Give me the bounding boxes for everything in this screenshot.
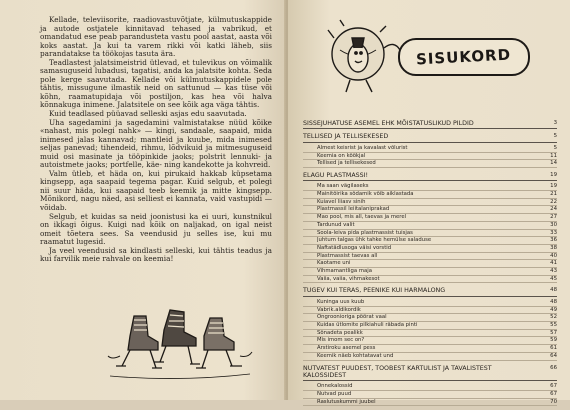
toc-entry-title: Plastmassist taevas all (317, 252, 378, 259)
toc-entry-title: Vaiia, vaiia, vihmakesot (317, 275, 380, 282)
toc-entry-title: Naftatädlusoga väisi vorstid (317, 244, 392, 251)
toc-entry-title: Onnekalossid (317, 383, 353, 390)
toc-entry (303, 314, 557, 322)
toc-entry (303, 268, 557, 276)
toc-section-title: ELAGU PLASTMASSI! (303, 171, 369, 179)
toc-page-number: 55 (550, 321, 557, 328)
toc-entry (303, 391, 557, 399)
toc-entry-title: Kuidas ütlomite pilkiahuli räbada pinti (317, 321, 418, 328)
toc-entry-title: Juhtum talgas ühk tahke hemülse saladuse (317, 237, 432, 244)
toc-page-number: 70 (550, 398, 557, 405)
paragraph: Valm ütleb, et häda on, kui pirukaid hakkab küpsetama kingsepp, aga saapaid tegema pagar. Kuid selgub, et polegi nii suur häda, kui saapaid teeb keemik ja mitte kingsepp. Mõnikord, nagu näed, asi selliest ei kannata, vaid vastupidi — võidab. (40, 168, 272, 213)
toc-page-number: 59 (550, 337, 557, 344)
toc-page-number: 66 (550, 364, 557, 371)
left-page (0, 0, 286, 400)
toc-page-number: 5 (553, 144, 557, 151)
toc-entry-title: Ma saan vägilaseks (317, 183, 369, 190)
walking-shoes-illustration (100, 306, 260, 390)
paragraph: Uha sagedamini ja sagedamini valmistatakse nüüd kõike «nahast, mis polegi nahk» — kingi, sandaale, saapaid, mida inimesed jalas kannavad; mantleid ja kuube, mida inimesed seljas panevad; tihendeid, rihmu, lõdvikuid ja mitmesuguseid muid osi masinate ja tööpinkide jaoks; polstrit lennuki- ja autoistmete jaoks; portfelle, käe- ning kandekotte ja kohvreid. (40, 117, 272, 170)
paragraph: Kuid teadlased püüavad selleski asjas edu saavutada. (49, 109, 247, 119)
toc-page-number: 27 (550, 214, 557, 221)
toc-page-number: 21 (550, 191, 557, 198)
toc-section-title: TELLISED JA TELLISEKESED (303, 133, 389, 141)
toc-entry (303, 153, 557, 161)
toc-entry (303, 191, 557, 199)
toc-header (320, 18, 560, 98)
toc-entry (303, 337, 557, 345)
toc-entry (303, 353, 557, 361)
toc-entry (303, 183, 557, 191)
toc-entry-title: Tardunud valit (317, 221, 355, 228)
toc-page-number: 41 (550, 260, 557, 267)
toc-entry (303, 299, 557, 307)
toc-page-number: 43 (550, 268, 557, 275)
toc-page-number: 3 (553, 120, 557, 126)
toc-section (303, 120, 557, 129)
toc-entry-title: Vabrik.aldikordik (317, 306, 361, 313)
toc-entry (303, 145, 557, 153)
toc-page-number: 19 (550, 183, 557, 190)
toc-title: SISUKORD (416, 45, 512, 69)
toc-page-number: 14 (550, 160, 557, 167)
paragraph: Teadlastest jalatsimeistrid ütlevad, et tulevikus on võimalik samasuguseid lubadusi, tagatisi, anda ka jalatsite kohta. Seda pole kerge saavutada. Kellade või külmutuskappidele pole tähtis, missugune ilmastik neid on sattunud — kas tüse või kõhn, raamatupidaja või postiljon, kas hea või halva kõnnakuga inimene. Jalatsitele on see kõik aga väga tähtis. (40, 57, 272, 110)
paragraph: Kellade, televiisorite, raadiovastuvõtjate, külmutuskappide ja autode ostjatele kinnitavad tehased ja vabrikud, et omandatud ese peab parandusteta vastu pool aastat, aasta või koks aastat. Ja kui ta varem rikki või katki läheb, siis parandatakse ta töökojas tasuta ära. (40, 15, 272, 59)
toc-section (303, 172, 557, 284)
toc-entry (303, 322, 557, 330)
toc-entry-title: Kuninga uus kuub (317, 298, 365, 305)
paragraph: Selgub, et kuidas sa neid joonistusi ka ei uuri, kunstnikul on ikkagi õigus. Kuigi nad kõik on naljakad, on igal neist omeit tõetera sees. Sa veendusid ju selles ise, kui mu raamatut lugesid. (40, 211, 272, 247)
toc-section (303, 365, 557, 407)
toc-entry-title: Raslutuskummi juubel (317, 398, 376, 405)
toc-entry (303, 222, 557, 230)
toc-entry-title: Arstiroku asemel pess (317, 345, 376, 352)
toc-section-title: NUTVATEST PUUDEST, TOOBEST KARTULIST JA TAVALISTEST KALOSSIDEST (303, 364, 492, 379)
toc-entry-title: Mis imom sec on? (317, 337, 365, 344)
toc-section-heading (303, 120, 557, 129)
toc-section (303, 287, 557, 360)
toc-page-number: 33 (550, 229, 557, 236)
toc-entry (303, 206, 557, 214)
toc-page-number: 40 (550, 252, 557, 259)
left-body-text (40, 16, 272, 264)
toc-section-title: SISSEJUHATUSE ASEMEL EHK MÕISTATUSLIKUD PILDID (303, 120, 474, 127)
toc-page-number: 61 (550, 345, 557, 352)
toc-entry-title: Plastmassil leiitalaniprakad (317, 206, 390, 213)
toc-entry-title: Almest keisrist ja kavalast võlurist (317, 144, 408, 151)
toc-entry (303, 253, 557, 261)
toc-page-number: 38 (550, 244, 557, 251)
toc-entry-title: Nutvad puud (317, 391, 352, 398)
toc-entry (303, 160, 557, 168)
toc-entry (303, 330, 557, 338)
toc-entry-title: Tellised ja tellisekesed (317, 160, 376, 167)
paragraph: Ja veel veendusid sa kindlasti selleski, kui tähtis teadus ja kui farvilik meie rahvale on keemia! (40, 245, 272, 264)
toc-page-number: 11 (550, 152, 557, 159)
toc-section-heading (303, 133, 557, 142)
toc-entry-title: Keemia on köökjal (317, 152, 366, 159)
toc-page-number: 45 (550, 275, 557, 282)
toc-page-number: 67 (550, 383, 557, 390)
toc-page-number: 30 (550, 221, 557, 228)
toc-page-number: 64 (550, 352, 557, 359)
toc-entry (303, 245, 557, 253)
toc-entry (303, 345, 557, 353)
toc-section-heading (303, 365, 557, 382)
toc-entry-title: Soola-leiva pida plastmassist tuisjas (317, 229, 413, 236)
toc-entry-title: Mainitõirika sõdamik võib aiklastada (317, 191, 414, 198)
toc-entry-title: Mao pool, mis all, taevas ja merel (317, 214, 407, 221)
toc-entry-title: Ongroonioriga pöörat vaal (317, 314, 387, 321)
table-of-contents (303, 120, 557, 410)
toc-page-number: 5 (553, 133, 557, 140)
toc-entry (303, 199, 557, 207)
toc-page-number: 22 (550, 198, 557, 205)
toc-entry-title: Kaotame uni (317, 260, 351, 267)
toc-section (303, 133, 557, 168)
toc-page-number: 24 (550, 206, 557, 213)
toc-entry-title: Vihmamantliga maja (317, 268, 372, 275)
toc-page-number: 19 (550, 171, 557, 178)
toc-page-number: 36 (550, 237, 557, 244)
toc-entry (303, 237, 557, 245)
toc-section-title: TUGEV KUI TERAS, PEENIKE KUI HARMALONG (303, 287, 446, 295)
toc-entry-title: Keemik näeb kohtatavat und (317, 352, 394, 359)
toc-entry (303, 230, 557, 238)
toc-page-number: 49 (550, 306, 557, 313)
toc-section-heading (303, 287, 557, 296)
toc-page-number: 48 (550, 287, 557, 294)
toc-section-heading (303, 172, 557, 181)
toc-page-number: 48 (550, 298, 557, 305)
toc-entry (303, 383, 557, 391)
toc-entry-title: Sõnadeta pealikk (317, 329, 363, 336)
toc-page-number: 67 (550, 391, 557, 398)
toc-entry-title: Kuiavel liiasv sinih (317, 198, 366, 205)
toc-page-number: 57 (550, 329, 557, 336)
toc-entry (303, 260, 557, 268)
toc-entry (303, 214, 557, 222)
toc-title-box (398, 38, 530, 76)
toc-entry (303, 307, 557, 315)
toc-page-number: 52 (550, 314, 557, 321)
toc-entry (303, 276, 557, 284)
